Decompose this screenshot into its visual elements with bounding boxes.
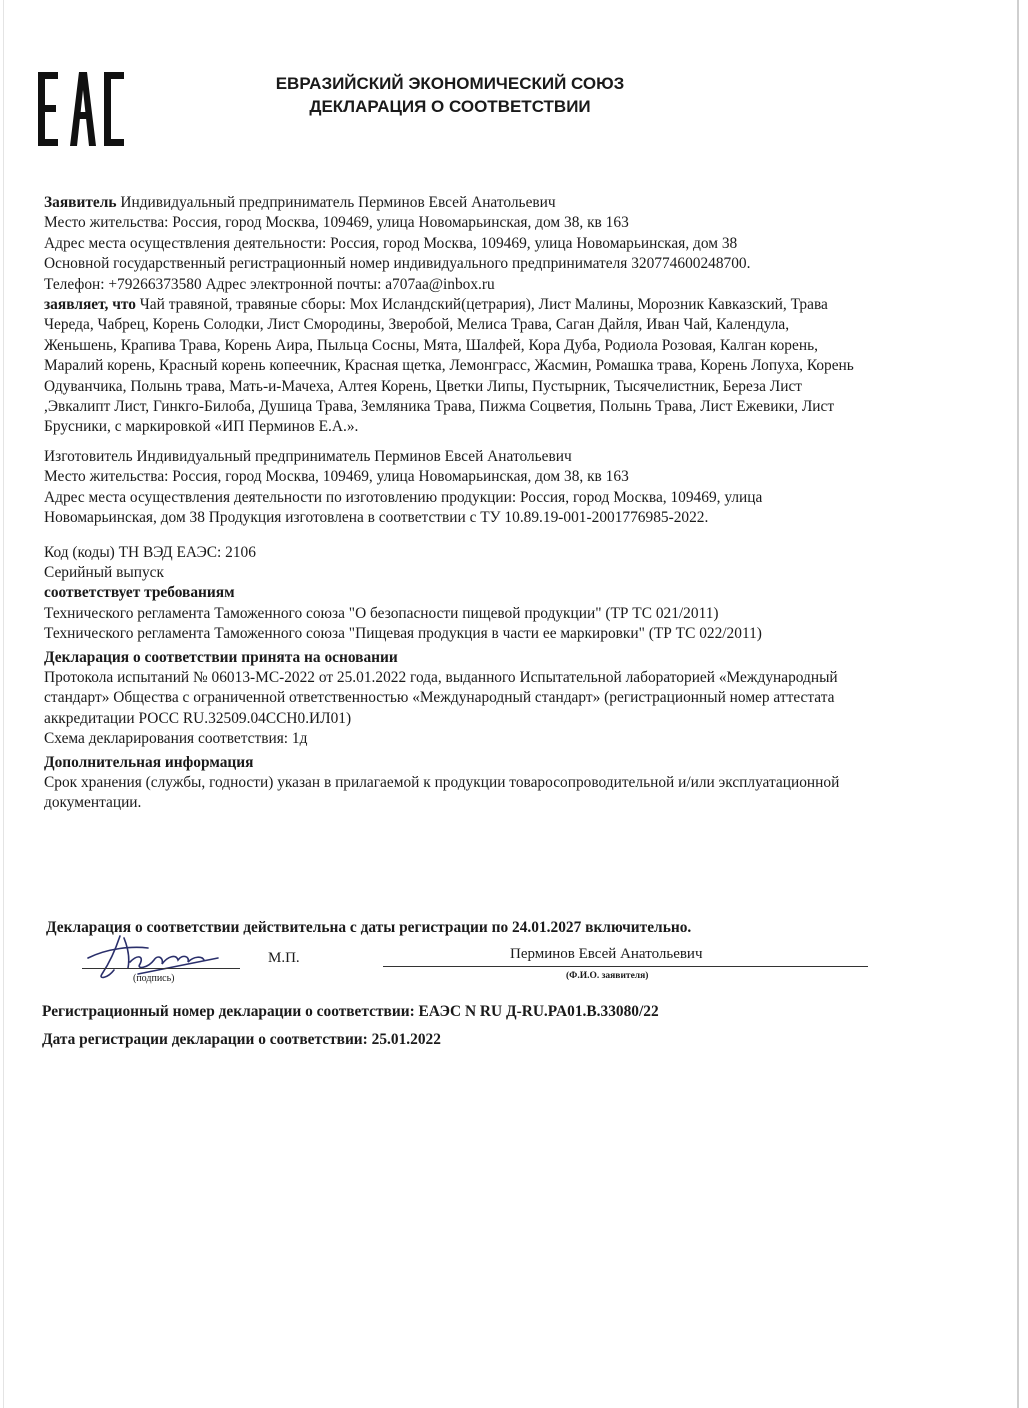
requirement-item-2: Технического регламента Таможенного союза "Пищевая продукция в части ее маркировки" (ТР ТС 022/2011): [44, 625, 762, 643]
product-list: Чай травяной, травяные сборы: Мох Исландский(цетрария), Лист Малины, Морозник Кавказский, Трава Череда, Чабрец, Корень Солодки, Лист Смородины, Зверобой, Мелиса Трава, Саган Дайля, Иван Чай, Календула, Женьшень, Крапива Трава, Корень Аира, Пыльца Сосны, Мята, Шалфей, Кора Дуба, Родиола Розовая, Калган корень, Маралий корень, Красный корень копеечник, Красная щетка, Лемонграсс, Жасмин, Ромашка трава, Корень Лопуха, Корень Одуванчика, Полынь трава, Мать-и-Мачеха, Алтея Корень, Цветки Липы, Пустырник, Тысячелистник, Береза Лист ,Эвкалипт Лист, Гинкго-Билоба, Душица Трава, Земляника Трава, Пижма Соцветия, Полынь Трава, Лист Ежевики, Лист Брусники, с маркировкой «ИП Перминов Е.А.».: [44, 296, 854, 436]
requirements-heading-text: соответствует требованиям: [44, 584, 235, 602]
manufacturer-residence: Место жительства: Россия, город Москва, 109469, улица Новомарьинская, дом 38, кв 163: [44, 468, 629, 486]
manufacturer-line: Изготовитель Индивидуальный предприниматель Перминов Евсей Анатольевич: [44, 447, 572, 465]
eac-mark-logo: [36, 70, 126, 148]
applicant-residence: Место жительства: Россия, город Москва, 109469, улица Новомарьинская, дом 38, кв 163: [44, 214, 629, 232]
signature-line: [82, 968, 240, 969]
tnved-code: Код (коды) ТН ВЭД ЕАЭС: 2106: [44, 543, 256, 561]
page-edge-left: [3, 0, 4, 1408]
requirement-item-1: Технического регламента Таможенного союза "О безопасности пищевой продукции" (ТР ТС 021/2011): [44, 604, 719, 622]
signer-name: Перминов Евсей Анатольевич: [510, 946, 703, 962]
applicant-label: Заявитель: [44, 194, 117, 211]
declares-paragraph: [44, 295, 864, 438]
declaration-title: ДЕКЛАРАЦИЯ О СООТВЕТСТВИИ: [309, 97, 591, 116]
union-title: ЕВРАЗИЙСКИЙ ЭКОНОМИЧЕСКИЙ СОЮЗ: [275, 74, 625, 93]
applicant-activity-address: Адрес места осуществления деятельности: Россия, город Москва, 109469, улица Новомарьинская, дом 38: [44, 234, 738, 252]
basis-heading-text: Декларация о соответствии принята на основании: [44, 648, 398, 666]
applicant-ogrn: Основной государственный регистрационный номер индивидуального предпринимателя 320774600248700.: [44, 255, 751, 273]
declares-label: заявляет, что: [44, 296, 136, 314]
serial-release: Серийный выпуск: [44, 563, 164, 581]
declaration-scheme: Схема декларирования соответствия: 1д: [44, 730, 308, 748]
signature-caption: (подпись): [133, 973, 175, 984]
registration-date: Дата регистрации декларации о соответствии: 25.01.2022: [42, 1031, 441, 1048]
basis-heading: [44, 648, 864, 668]
additional-text: Срок хранения (службы, годности) указан в прилагаемой к продукции товаросопроводительной и/или эксплуатационной документации.: [44, 773, 840, 812]
page-edge-right: [1017, 0, 1019, 1408]
registration-number: Регистрационный номер декларации о соответствии: ЕАЭС N RU Д-RU.PA01.B.33080/22: [42, 1003, 659, 1020]
additional-heading-text: Дополнительная информация: [44, 753, 254, 771]
additional-heading: [44, 753, 864, 773]
stamp-placeholder: М.П.: [268, 950, 300, 966]
applicant-line: [44, 193, 864, 213]
test-protocol: Протокола испытаний № 06013-МС-2022 от 25.01.2022 года, выданного Испытательной лабораторией «Международный стандарт» Общества с ограниченной ответственностью «Международный стандарт» (регистрационный номер аттестата аккредитации РОСС RU.32509.04ССН0.ИЛ01): [44, 668, 838, 727]
document-body: [44, 193, 864, 814]
requirements-heading: [44, 583, 864, 603]
manufacturer-address: Адрес места осуществления деятельности по изготовлению продукции: Россия, город Москва, 109469, улица Новомарьинская, дом 38 Продукция изготовлена в соответствии с ТУ 10.89.19-001-2001776985-2022.: [44, 488, 763, 527]
applicant-contacts: Телефон: +79266373580 Адрес электронной почты: a707aa@inbox.ru: [44, 275, 495, 293]
validity-statement: Декларация о соответствии действительна с даты регистрации по 24.01.2027 включительно.: [46, 919, 692, 936]
signer-name-line: [383, 966, 868, 967]
document-header: [200, 72, 700, 118]
applicant-name: Индивидуальный предприниматель Перминов Евсей Анатольевич: [120, 194, 556, 211]
signer-name-caption: (Ф.И.О. заявителя): [566, 971, 649, 981]
